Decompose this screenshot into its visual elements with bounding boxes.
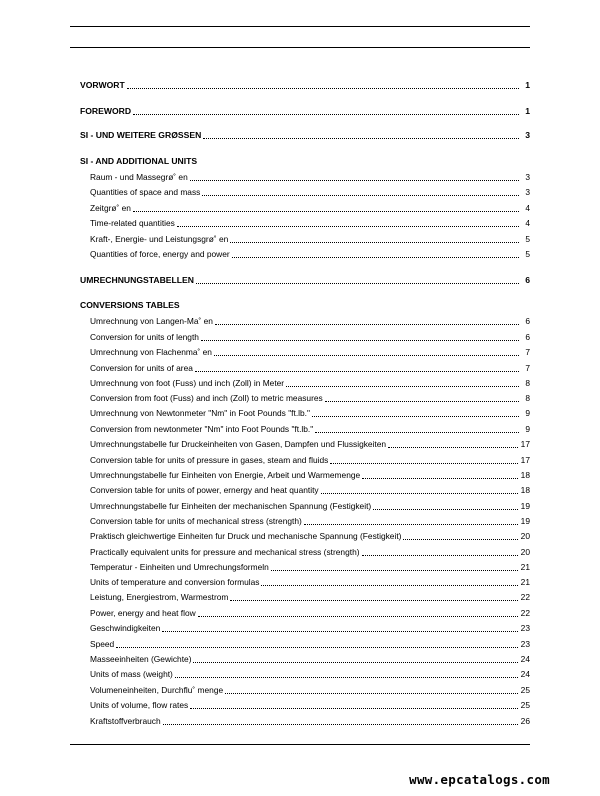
toc-entry[interactable] [80, 514, 530, 527]
toc-entry[interactable] [80, 437, 530, 450]
dot-leader [362, 555, 518, 556]
toc-page-number: 25 [520, 685, 530, 695]
toc-page-number: 7 [525, 363, 530, 373]
toc-entry-title: Kraftstoffverbrauch [90, 716, 161, 726]
dot-leader [175, 677, 518, 678]
toc-page-number: 21 [520, 562, 530, 572]
bottom-rule [70, 744, 530, 745]
toc-page-number: 24 [520, 654, 530, 664]
dot-leader [215, 324, 519, 325]
toc-entry[interactable] [80, 606, 530, 619]
dot-leader [193, 662, 517, 663]
dot-leader [177, 226, 519, 227]
dot-leader [403, 539, 517, 540]
toc-page-number: 6 [525, 275, 530, 285]
toc-entry-title: Conversion from foot (Fuss) and inch (Zoll) to metric measures [90, 393, 323, 403]
toc-entry-title: Umrechnung von Newtonmeter "Nm" in Foot Pounds "ft.lb." [90, 408, 310, 418]
toc-section-entry[interactable] [80, 104, 530, 117]
toc-entry[interactable] [80, 216, 530, 229]
toc-entry[interactable] [80, 529, 530, 542]
dot-leader [201, 340, 519, 341]
toc-entry[interactable] [80, 330, 530, 343]
toc-entry[interactable] [80, 560, 530, 573]
toc-entry[interactable] [80, 314, 530, 327]
toc-section-entry[interactable] [80, 128, 530, 141]
toc-page-number: 21 [520, 577, 530, 587]
toc-entry-title: Umrechnung von Langen-Ma˚ en [90, 316, 213, 326]
toc-entry[interactable] [80, 652, 530, 665]
toc-page-number: 7 [525, 347, 530, 357]
toc-entry-title: Volumeneinheiten, Durchflu˚ menge [90, 685, 224, 695]
toc-section-entry[interactable] [80, 273, 530, 286]
dot-leader [312, 416, 519, 417]
dot-leader [190, 180, 519, 181]
toc-page-number: 23 [520, 623, 530, 633]
watermark-url: www.epcatalogs.com [409, 772, 550, 787]
dot-leader [214, 355, 519, 356]
toc-entry[interactable] [80, 232, 530, 245]
toc-page-number: 6 [525, 332, 530, 342]
toc-entry-title: Time-related quantities [90, 218, 175, 228]
toc-entry[interactable] [80, 391, 530, 404]
toc-page-number: 17 [520, 439, 530, 449]
dot-leader [195, 371, 519, 372]
dot-leader [362, 478, 518, 479]
toc-entry[interactable] [80, 376, 530, 389]
toc-page-number: 4 [525, 218, 530, 228]
toc-page-number: 23 [520, 639, 530, 649]
toc-page-number: 19 [520, 501, 530, 511]
toc-entry-title: Umrechnungstabelle fur Druckeinheiten von Gasen, Dampfen und Flussigkeiten [90, 439, 387, 449]
dot-leader [261, 585, 517, 586]
dot-leader [163, 724, 518, 725]
dot-leader [196, 283, 519, 284]
toc-entry-title: Raum - und Massegrø˚ en [90, 172, 188, 182]
toc-entry-title: VORWORT [80, 80, 125, 90]
dot-leader [133, 211, 519, 212]
toc-page-number: 22 [520, 592, 530, 602]
dot-leader [304, 524, 518, 525]
toc-entry[interactable] [80, 468, 530, 481]
dot-leader [230, 242, 519, 243]
dot-leader [198, 616, 518, 617]
toc-entry-title: Umrechnungstabelle fur Einheiten von Energie, Arbeit und Warmemenge [90, 470, 361, 480]
toc-page-number: 8 [525, 378, 530, 388]
dot-leader [330, 463, 517, 464]
dot-leader [190, 708, 517, 709]
dot-leader [202, 195, 519, 196]
toc-entry[interactable] [80, 361, 530, 374]
toc-page-number: 5 [525, 249, 530, 259]
toc-section-entry[interactable] [80, 78, 530, 91]
toc-page-number: 1 [525, 106, 530, 116]
toc-entry-title: Geschwindigkeiten [90, 623, 161, 633]
toc-entry[interactable] [80, 637, 530, 650]
toc-entry-title: Practically equivalent units for pressure and mechanical stress (strength) [90, 547, 360, 557]
toc-entry-title: Masseeinheiten (Gewichte) [90, 654, 192, 664]
toc-entry[interactable] [80, 575, 530, 588]
dot-leader [286, 386, 519, 387]
toc-entry[interactable] [80, 185, 530, 198]
toc-entry[interactable] [80, 345, 530, 358]
toc-entry[interactable] [80, 247, 530, 260]
toc-entry-title: Conversion table for units of mechanical stress (strength) [90, 516, 302, 526]
toc-page-number: 5 [525, 234, 530, 244]
toc-entry-title: Umrechnung von foot (Fuss) und inch (Zoll) in Meter [90, 378, 285, 388]
toc-page-number: 19 [520, 516, 530, 526]
toc-page-number: 6 [525, 316, 530, 326]
toc-entry-title: Kraft-, Energie- und Leistungsgrø˚ en [90, 234, 229, 244]
toc-entry-title: Praktisch gleichwertige Einheiten fur Druck und mechanische Spannung (Festigkeit) [90, 531, 402, 541]
toc-entry-title: Conversion for units of area [90, 363, 193, 373]
toc-entry-title: SI - UND WEITERE GRØSSEN [80, 130, 202, 140]
toc-entry-title: Conversion table for units of pressure in gases, steam and fluids [90, 455, 329, 465]
dot-leader [225, 693, 518, 694]
dot-leader [271, 570, 518, 571]
toc-page-number: 24 [520, 669, 530, 679]
toc-page-number: 3 [525, 172, 530, 182]
toc-entry-title: Quantities of force, energy and power [90, 249, 230, 259]
toc-page-number: 9 [525, 408, 530, 418]
toc-entry[interactable] [80, 453, 530, 466]
toc-entry-title: Temperatur - Einheiten und Umrechungsformeln [90, 562, 269, 572]
toc-page-number: 22 [520, 608, 530, 618]
toc-entry-title: Quantities of space and mass [90, 187, 201, 197]
toc-heading: SI - AND ADDITIONAL UNITS [80, 156, 198, 166]
toc-entry[interactable] [80, 483, 530, 496]
toc-page-number: 17 [520, 455, 530, 465]
dot-leader [321, 493, 518, 494]
dot-leader [315, 432, 519, 433]
toc-entry-title: Conversion table for units of power, ernergy and heat quantity [90, 485, 319, 495]
toc-entry-title: Umrechnungstabelle fur Einheiten der mechanischen Spannung (Festigkeit) [90, 501, 372, 511]
toc-entry[interactable] [80, 667, 530, 680]
toc-entry[interactable] [80, 170, 530, 183]
dot-leader [133, 114, 519, 115]
toc-page-number: 3 [525, 187, 530, 197]
toc-entry[interactable] [80, 422, 530, 435]
toc-page-number: 26 [520, 716, 530, 726]
toc-entry-title: Speed [90, 639, 115, 649]
toc-page-number: 25 [520, 700, 530, 710]
toc-entry-title: Conversion for units of length [90, 332, 199, 342]
toc-entry[interactable] [80, 621, 530, 634]
dot-leader [203, 138, 519, 139]
toc-entry-title: UMRECHNUNGSTABELLEN [80, 275, 194, 285]
toc-entry-title: Units of mass (weight) [90, 669, 173, 679]
dot-leader [116, 647, 517, 648]
dot-leader [127, 88, 519, 89]
toc-entry-title: Units of volume, flow rates [90, 700, 189, 710]
toc-page-number: 3 [525, 130, 530, 140]
toc-page-number: 18 [520, 470, 530, 480]
toc-entry-title: Power, energy and heat flow [90, 608, 196, 618]
toc-page-number: 20 [520, 531, 530, 541]
toc-entry-title: FOREWORD [80, 106, 132, 116]
toc-entry-title: Units of temperature and conversion formulas [90, 577, 260, 587]
dot-leader [230, 600, 517, 601]
toc-page-number: 8 [525, 393, 530, 403]
toc-page-number: 20 [520, 547, 530, 557]
top-rule-2 [70, 47, 530, 48]
toc-entry-title: Conversion from newtonmeter "Nm" into Foot Pounds "ft.lb." [90, 424, 314, 434]
toc-entry-title: Leistung, Energiestrom, Warmestrom [90, 592, 229, 602]
toc-entry[interactable] [80, 683, 530, 696]
toc-entry-title: Zeitgrø˚ en [90, 203, 131, 213]
dot-leader [388, 447, 518, 448]
top-rule-1 [70, 26, 530, 27]
toc-heading: CONVERSIONS TABLES [80, 300, 180, 310]
toc-page-number: 1 [525, 80, 530, 90]
toc-entry[interactable] [80, 499, 530, 512]
toc-page-number: 18 [520, 485, 530, 495]
toc-page-number: 9 [525, 424, 530, 434]
toc-entry[interactable] [80, 201, 530, 214]
toc-entry-title: Umrechnung von Flachenma˚ en [90, 347, 212, 357]
toc-entry[interactable] [80, 590, 530, 603]
dot-leader [325, 401, 519, 402]
dot-leader [162, 631, 517, 632]
dot-leader [373, 509, 517, 510]
toc-entry[interactable] [80, 698, 530, 711]
toc-page-number: 4 [525, 203, 530, 213]
toc-entry[interactable] [80, 714, 530, 727]
toc-entry[interactable] [80, 545, 530, 558]
toc-entry[interactable] [80, 406, 530, 419]
dot-leader [232, 257, 519, 258]
